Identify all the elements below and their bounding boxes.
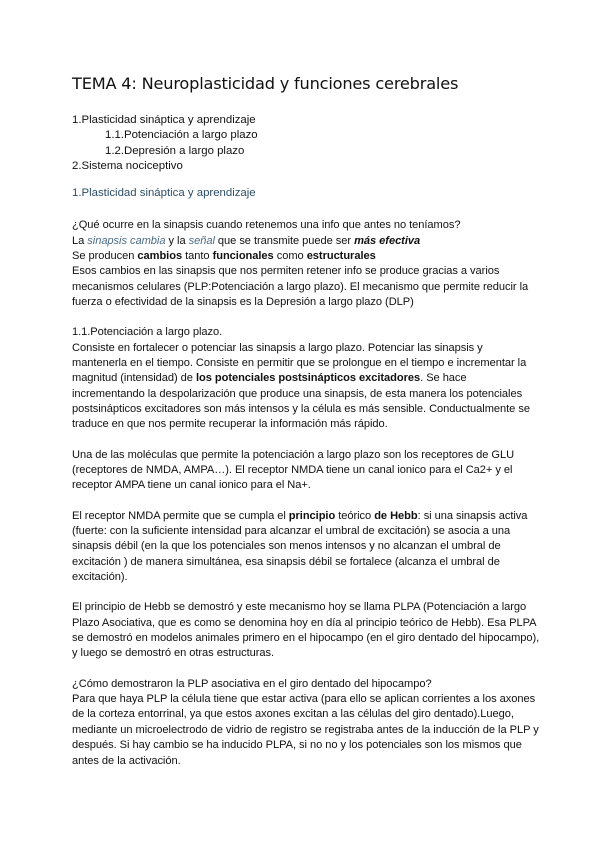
text-run: como bbox=[273, 249, 307, 262]
bold-term: cambios bbox=[137, 249, 183, 262]
paragraph-plp bbox=[72, 325, 540, 432]
paragraph-intro bbox=[72, 218, 540, 310]
bold-term: principio bbox=[288, 509, 336, 522]
toc-item: 1.Plasticidad sináptica y aprendizaje bbox=[72, 114, 256, 126]
text-run: y la bbox=[165, 234, 189, 247]
italic-term: señal bbox=[188, 234, 215, 247]
toc-item: 1.1.Potenciación a largo plazo bbox=[105, 129, 258, 142]
text-run: Se producen bbox=[72, 249, 138, 262]
text-run: El receptor NMDA permite que se cumpla el bbox=[72, 509, 289, 522]
paragraph-receptors: Una de las moléculas que permite la potenciación a largo plazo son los receptores de GLU (receptores de NMDA, AMPA…). El receptor NMDA tiene un canal ionico para el Ca2+ y el receptor AMPA tiene un canal ionico para el Na+. bbox=[72, 448, 515, 492]
text-run: que se transmite puede ser bbox=[214, 234, 355, 247]
text-run: tanto bbox=[182, 249, 213, 262]
table-of-contents bbox=[72, 113, 540, 174]
text-run: Consiste en fortalecer o potenciar las sinapsis a largo plazo. Potenciar las sinapsis y mantenerla en el tiempo. Consiste en permitir que se prolongue en el tiempo e incrementar la magnitud (intensidad) de bbox=[72, 341, 527, 385]
bold-term: funcionales bbox=[212, 249, 274, 262]
question-text: ¿Cómo demostraron la PLP asociativa en el giro dentado del hipocampo? bbox=[72, 677, 432, 690]
text-run: La bbox=[72, 234, 88, 247]
subsection-heading: 1.1.Potenciación a largo plazo. bbox=[72, 326, 223, 339]
italic-term: sinapsis cambia bbox=[87, 234, 166, 247]
bold-term: de Hebb bbox=[374, 509, 418, 522]
toc-item: 1.2.Depresión a largo plazo bbox=[105, 144, 245, 157]
text-run: . Se hace incrementando la despolarización que produce una sinapsis, de esta manera los potenciales postsinápticos excitadores son más intensos y la célula es más sensible. Conductualmente se traduce en que nos permite recuperar la información más rápido. bbox=[72, 372, 530, 431]
bold-term: estructurales bbox=[306, 249, 376, 262]
page-title: TEMA 4: Neuroplasticidad y funciones cerebrales bbox=[72, 74, 459, 93]
text-run: Esos cambios en las sinapsis que nos permiten retener info se produce gracias a varios mecanismos celulares (PLP:Potenciación a largo plazo). El mecanismo que permite reducir la fuerza o efectividad de la sinapsis es la Depresión a largo plazo (DLP) bbox=[72, 265, 529, 308]
bold-term: los potenciales postsinápticos excitadores bbox=[195, 372, 421, 385]
toc-item: 2.Sistema nociceptivo bbox=[72, 159, 183, 172]
text-run: : si una sinapsis activa (fuerte: con la suficiente intensidad para alcanzar el umbral de excitación) se asocia a una sinapsis débil (en la que los potenciales son menos intensos y no alcanzan el umbral de excitación ) de manera simultánea, esa sinapsis débil se fortalece (alcanza el umbral de excitación). bbox=[72, 509, 528, 584]
question-text: ¿Qué ocurre en la sinapsis cuando retenemos una info que antes no teníamos? bbox=[72, 219, 461, 232]
bold-italic-term: más efectiva bbox=[354, 234, 421, 247]
section-heading: 1.Plasticidad sináptica y aprendizaje bbox=[72, 187, 256, 200]
text-run: teórico bbox=[335, 509, 375, 522]
text-run: Para que haya PLP la célula tiene que estar activa (para ello se aplican corrientes a los axones de la corteza entorrinal, ya que estos axones excitan a las células del giro dentado).Luego, mediante un microelectrodo de vidrio de registro se registraba antes de la inducción de la PLP y después. Si hay cambio se ha inducido PLPA, si no no y los potenciales son los mismos que antes de la activación. bbox=[72, 693, 539, 767]
paragraph-demonstration bbox=[72, 677, 540, 769]
paragraph-plpa: El principio de Hebb se demostró y este mecanismo hoy se llama PLPA (Potenciación a largo Plazo Asociativa, que es como se denomina hoy en día al principio teórico de Hebb). Esa PLPA se demostró en modelos animales primero en el hipocampo (en el giro dentado del hipocampo), y luego se demostró en otras estructuras. bbox=[72, 601, 540, 660]
paragraph-hebb bbox=[72, 509, 540, 586]
